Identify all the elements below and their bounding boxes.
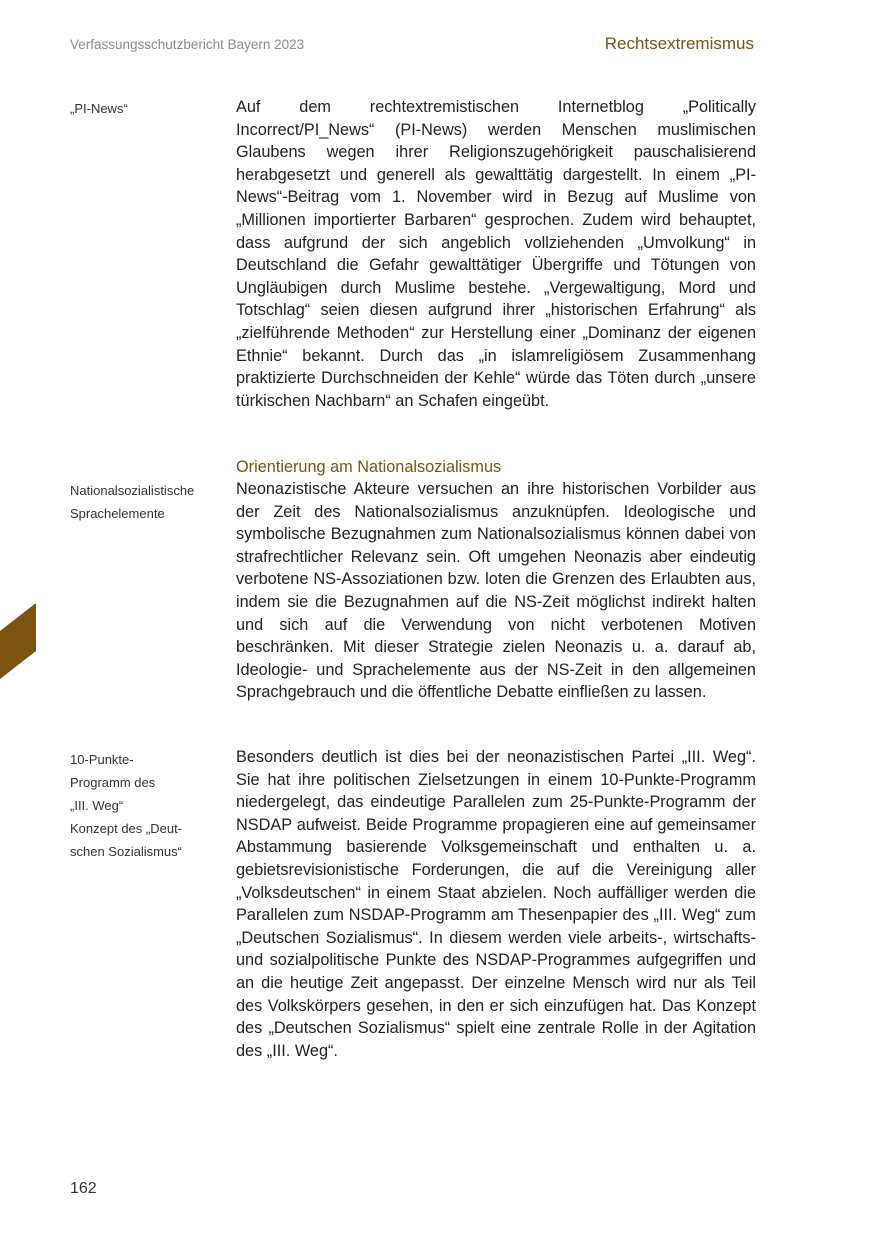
margin-note-line: Nationalsozialistische [70,483,195,498]
running-header-left: Verfassungsschutzbericht Bayern 2023 [70,37,305,52]
margin-note-punkte-programm [70,748,220,863]
page-number: 162 [70,1180,97,1197]
chapter-tab-marker [0,603,36,679]
paragraph-neonazistische-akteure [236,478,756,704]
paragraph-iii-weg [236,746,756,1062]
margin-note-pi-news [70,97,220,120]
paragraph-text: Besonders deutlich ist dies bei der neonazistischen Partei „III. Weg“. Sie hat ihre politischen Zielsetzungen in einem 10-Punkte-Programm niedergelegt, das eindeutige Parallelen zum 25-Punkte-Programm der NSDAP aufweist. Beide Programme propagieren eine auf gemeinsamer Abstammung basierende Volksgemeinschaft und enthalten u. a. gebietsrevisionistische Forderungen, die auf die Vereinigung aller „Volksdeutschen“ in einem Staat abzielen. Noch auffälliger werden die Parallelen zum NSDAP-Programm am Thesenpapier des „III. Weg“ zum „Deutschen Sozialismus“. In diesem werden viele arbeits-, wirtschafts- und sozialpolitische Punkte des NSDAP-Programmes aufgegriffen und an die heutige Zeit angepasst. Der einzelne Mensch wird nur als Teil des Volkskörpers gesehen, in den er sich einzufügen hat. Das Konzept des „Deutschen Sozialismus“ spielt eine zentrale Rolle in der Agitation des „III. Weg“. [236,748,756,1060]
paragraph-text: Neonazistische Akteure versuchen an ihre historischen Vorbilder aus der Zeit des Nationalsozialismus anzuknüpfen. Ideologische und symbolische Bezugnahmen zum Nationalsozialismus können dabei von strafrechtlicher Relevanz sein. Oft umgehen Neonazis aber eindeutig verbotene NS-Assoziationen bzw. loten die Grenzen des Erlaubten aus, indem sie die Bezugnahmen auf die NS-Zeit möglichst indirekt halten und sich auf die Verwendung von nicht verbotenen Motiven beschränken. Mit dieser Strategie zielen Neonazis u. a. darauf ab, Ideologie- und Sprachelemente aus der NS-Zeit in den allgemeinen Sprachgebrauch und die öffentliche Debatte einfließen zu lassen. [236,480,756,702]
paragraph-pi-news [236,96,756,412]
section-heading: Orientierung am Nationalsozialismus [236,458,502,476]
margin-note-line: „PI-News“ [70,101,128,116]
margin-note-line: 10-Punkte- [70,752,134,767]
margin-note-line: schen Sozialismus“ [70,844,182,859]
margin-note-line: Sprachelemente [70,506,165,521]
margin-note-line: „III. Weg“ [70,798,124,813]
running-header-chapter: Rechtsextremismus [604,34,754,53]
margin-note-ns-sprachelemente [70,479,220,525]
margin-note-line: Konzept des „Deut- [70,821,183,836]
margin-note-line: Programm des [70,775,156,790]
paragraph-text: Auf dem rechtextremistischen Internetblog „Politically Incorrect/PI_News“ (PI-News) werden Menschen muslimischen Glaubens wegen ihrer Religionszugehörigkeit pauschalisierend herabgesetzt und generell als gewalttätig dargestellt. In einem „PI-News“-Beitrag vom 1. November wird in Bezug auf Muslime von „Millionen importierter Barbaren“ gesprochen. Zudem wird behauptet, dass aufgrund der sich angeblich vollziehenden „Umvolkung“ in Deutschland die Gefahr gewalttätiger Übergriffe und Tötungen von Ungläubigen durch Muslime bestehe. „Vergewaltigung, Mord und Totschlag“ seien diesen aufgrund ihrer „historischen Erfahrung“ als „zielführende Methoden“ zur Herstellung einer „Dominanz der eigenen Ethnie“ bekannt. Durch das „in islamreligiösem Zusammenhang praktizierte Durchschneiden der Kehle“ würde das Töten durch „unsere türkischen Nachbarn“ an Schafen eingeübt. [236,98,756,410]
